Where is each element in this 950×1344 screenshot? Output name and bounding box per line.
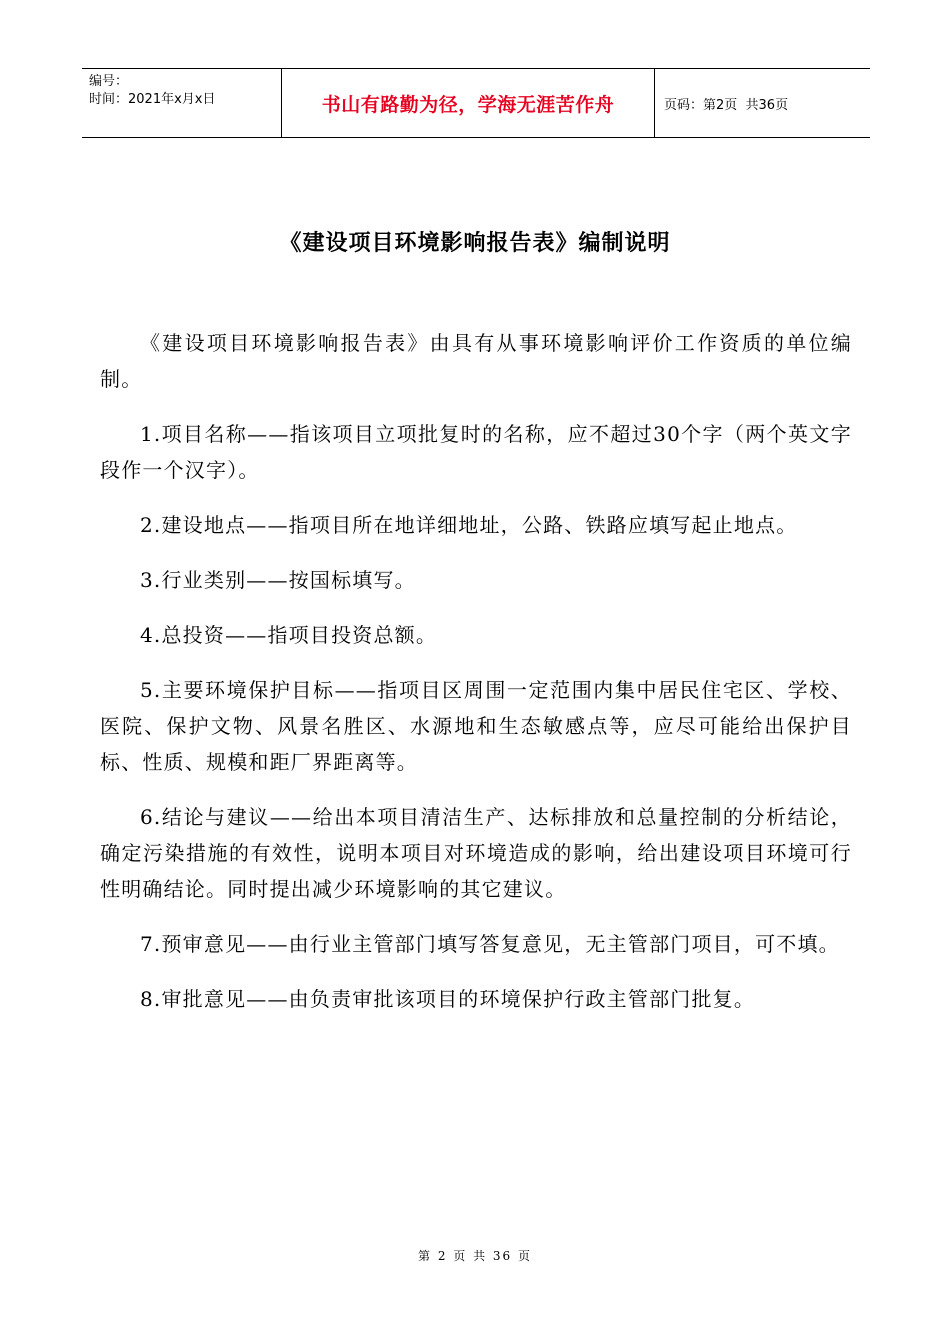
page-header	[82, 68, 870, 138]
number-label: 编号：	[89, 74, 129, 89]
paragraph-intro: 《建设项目环境影响报告表》由具有从事环境影响评价工作资质的单位编制。	[100, 331, 852, 391]
paragraph-item-4: 4.总投资——指项目投资总额。	[140, 623, 438, 647]
document-title: 《建设项目环境影响报告表》编制说明	[279, 231, 671, 256]
header-motto-cell	[281, 69, 655, 137]
paragraph-item-3: 3.行业类别——按国标填写。	[140, 568, 416, 592]
time-label: 时间：2021年x月x日	[89, 92, 216, 107]
paragraph-item-7: 7.预审意见——由行业主管部门填写答复意见，无主管部门项目，可不填。	[140, 932, 840, 956]
paragraph-item-5: 5.主要环境保护目标——指项目区周围一定范围内集中居民住宅区、学校、医院、保护文物、风景名胜区、水源地和生态敏感点等，应尽可能给出保护目标、性质、规模和距厂界距离等。	[100, 678, 852, 774]
paragraph-item-6: 6.结论与建议——给出本项目清洁生产、达标排放和总量控制的分析结论，确定污染措施的有效性，说明本项目对环境造成的影响，给出建设项目环境可行性明确结论。同时提出减少环境影响的其它建议。	[100, 805, 852, 901]
paragraph-item-2: 2.建设地点——指项目所在地详细地址，公路、铁路应填写起止地点。	[140, 513, 798, 537]
page-footer: 第 2 页 共 36 页	[418, 1249, 532, 1263]
page-code: 页码：第2页 共36页	[664, 97, 789, 113]
document-body	[100, 325, 852, 1036]
paragraph-item-8: 8.审批意见——由负责审批该项目的环境保护行政主管部门批复。	[140, 987, 756, 1011]
paragraph-item-1: 1.项目名称——指该项目立项批复时的名称，应不超过30个字（两个英文字段作一个汉字）。	[100, 422, 852, 482]
motto-text: 书山有路勤为径，学海无涯苦作舟	[321, 93, 615, 116]
header-meta-cell	[82, 69, 281, 137]
